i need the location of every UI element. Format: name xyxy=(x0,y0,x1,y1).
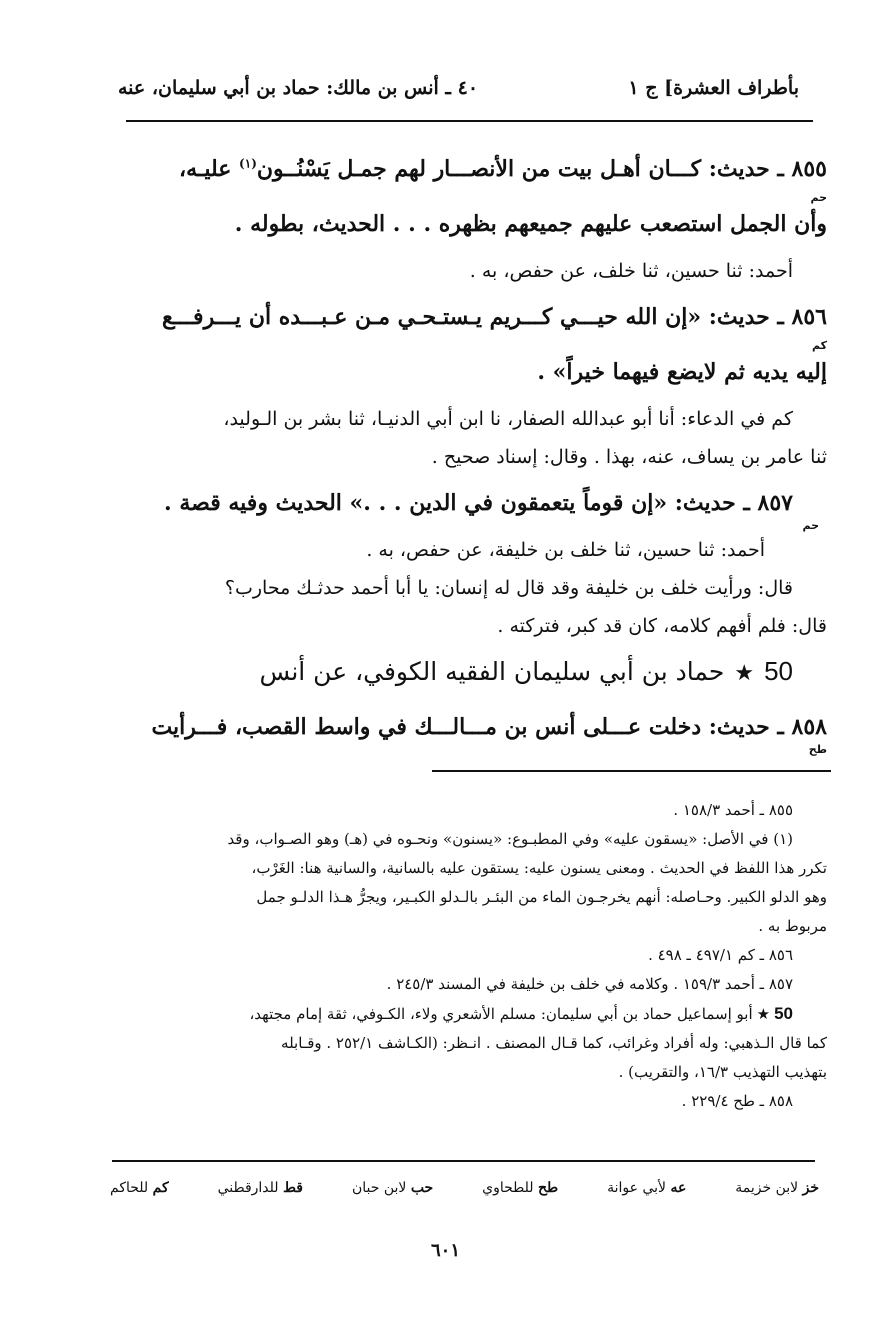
hadith-855-line-1: ٨٥٥ ـ حديث: كـــان أهـل بيت من الأنصـــار لهم جمـل يَسْنُــون$^{(١)}$ عليـه، xyxy=(178,156,827,182)
hadith-858 xyxy=(114,700,827,755)
abbreviation-item: حب لابن حبان xyxy=(351,1180,434,1196)
footnote-50-line-1: 50★أبو إسماعيل حماد بن أبي سليمان: مسلم الأشعري ولاء، الكـوفي، ثقة إمام مجتهد، xyxy=(249,1004,793,1023)
hadith-855-chain: أحمد: ثنا حسين، ثنا خلف، عن حفص، به . xyxy=(469,260,793,282)
section-number: 50 xyxy=(764,656,793,686)
footnote-1-line-3: وهو الدلو الكبير. وحـاصله: أنهم يخرجـون الماء من البئـر بالـدلو الكبـير، ويجرُّ هـذا الدلـو جمل xyxy=(256,888,827,906)
abbreviation-item: قط للدارقطني xyxy=(217,1180,303,1196)
header-divider xyxy=(126,120,813,122)
hadith-856-chain-1: كم في الدعاء: أنا أبو عبدالله الصفار، نا ابن أبي الدنيـا، ثنا بشر بن الـوليد، xyxy=(223,408,793,430)
footnote-857: ٨٥٧ ـ أحمد ١٥٩/٣ . وكلامه في خلف بن خليفة في المسند ٢٤٥/٣ . xyxy=(386,975,793,993)
hadith-856-line-2: إليه يديه ثم لايضع فيهما خيراً» . xyxy=(537,359,827,385)
footnotes xyxy=(110,796,827,1116)
footnote-50-line-3: بتهذيب التهذيب ١٦/٣، والتقريب) . xyxy=(618,1063,827,1081)
hadith-856-chain-2: ثنا عامر بن يساف، عنه، بهذا . وقال: إسناد صحيح . xyxy=(431,446,827,468)
source-symbol: طح xyxy=(808,743,827,756)
abbreviation-item: خز لابن خزيمة xyxy=(735,1180,819,1196)
footnote-855: ٨٥٥ ـ أحمد ١٥٨/٣ . xyxy=(673,801,793,819)
footnote-1-line-1: (١) في الأصل: «يسقون عليه» وفي المطبـوع: «يسنون» ونحـوه في (هـ) وهو الصـواب، وقد xyxy=(227,830,793,848)
hadith-number: ٨٥٥ xyxy=(791,156,827,182)
footnote-divider xyxy=(432,770,831,772)
hadith-857 xyxy=(114,476,827,645)
abbreviations-divider xyxy=(112,1160,815,1162)
abbreviations-key xyxy=(110,1180,819,1196)
footnote-50-line-2: كما قال الـذهبي: وله أفراد وغرائب، كما قـال المصنف . انـظر: (الكـاشف ٢٥٢/١ . وقـابله xyxy=(281,1034,827,1052)
hadith-number: ٨٥٨ xyxy=(791,714,827,740)
hadith-856 xyxy=(114,290,827,476)
footnote-858: ٨٥٨ ـ طح ٢٢٩/٤ . xyxy=(681,1092,793,1110)
header-volume-title: بأطراف العشرة] ج ١ xyxy=(628,77,799,99)
source-symbol: حم xyxy=(810,191,827,204)
footnote-marker: (١) xyxy=(239,156,257,171)
running-header xyxy=(118,70,799,106)
footnote-856: ٨٥٦ ـ كم ٤٩٧/١ ـ ٤٩٨ . xyxy=(648,946,793,964)
hadith-857-chain-1: أحمد: ثنا حسين، ثنا خلف بن خليفة، عن حفص، به . xyxy=(366,539,765,561)
footnote-section-number: 50 xyxy=(774,1004,793,1023)
hadith-number: ٨٥٦ xyxy=(791,304,827,330)
abbreviation-item: عه لأبي عوانة xyxy=(607,1180,687,1196)
footnote-1-line-4: مربوط به . xyxy=(758,917,827,935)
star-icon: ★ xyxy=(734,661,755,686)
hadith-856-line-1: ٨٥٦ ـ حديث: «إن الله حيـــي كـــريم يـستـحـي مـن عـبـــده أن يـــرفـــع xyxy=(162,304,827,330)
hadith-855-line-2: وأن الجمل استصعب عليهم جميعهم بظهره . . . الحديث، بطوله . xyxy=(234,211,827,237)
source-symbol: كم xyxy=(811,339,827,352)
page-number: ٦٠١ xyxy=(430,1240,460,1261)
hadith-857-line-1: ٨٥٧ ـ حديث: «إن قوماً يتعمقون في الدين . . .» الحديث وفيه قصة . xyxy=(164,490,793,516)
star-icon: ★ xyxy=(756,1005,771,1023)
main-text xyxy=(114,142,827,755)
hadith-855 xyxy=(114,142,827,290)
section-title: حماد بن أبي سليمان الفقيه الكوفي، عن أنس xyxy=(259,657,725,686)
section-heading xyxy=(114,645,827,700)
hadith-number: ٨٥٧ xyxy=(757,490,793,516)
hadith-858-line-1: ٨٥٨ ـ حديث: دخلت عـــلى أنس بن مـــالـــك في واسط القصب، فـــرأيت xyxy=(151,714,827,740)
source-symbol: حم xyxy=(802,519,819,532)
footnote-1-line-2: تكرر هذا اللفظ في الحديث . ومعنى يسنون عليه: يستقون عليه بالسانية، والسانية هنا: الغَرْب، xyxy=(251,859,827,877)
abbreviation-item: كم للحاكم xyxy=(110,1180,169,1196)
hadith-857-chain-2: قال: ورأيت خلف بن خليفة وقد قال له إنسان: يا أبا أحمد حدثـك محارب؟ xyxy=(224,577,793,599)
header-chapter-title: ٤٠ ـ أنس بن مالك: حماد بن أبي سليمان، عنه xyxy=(118,77,479,99)
hadith-857-chain-3: قال: فلم أفهم كلامه، كان قد كبر، فتركته . xyxy=(497,615,827,637)
abbreviation-item: طح للطحاوي xyxy=(482,1180,559,1196)
